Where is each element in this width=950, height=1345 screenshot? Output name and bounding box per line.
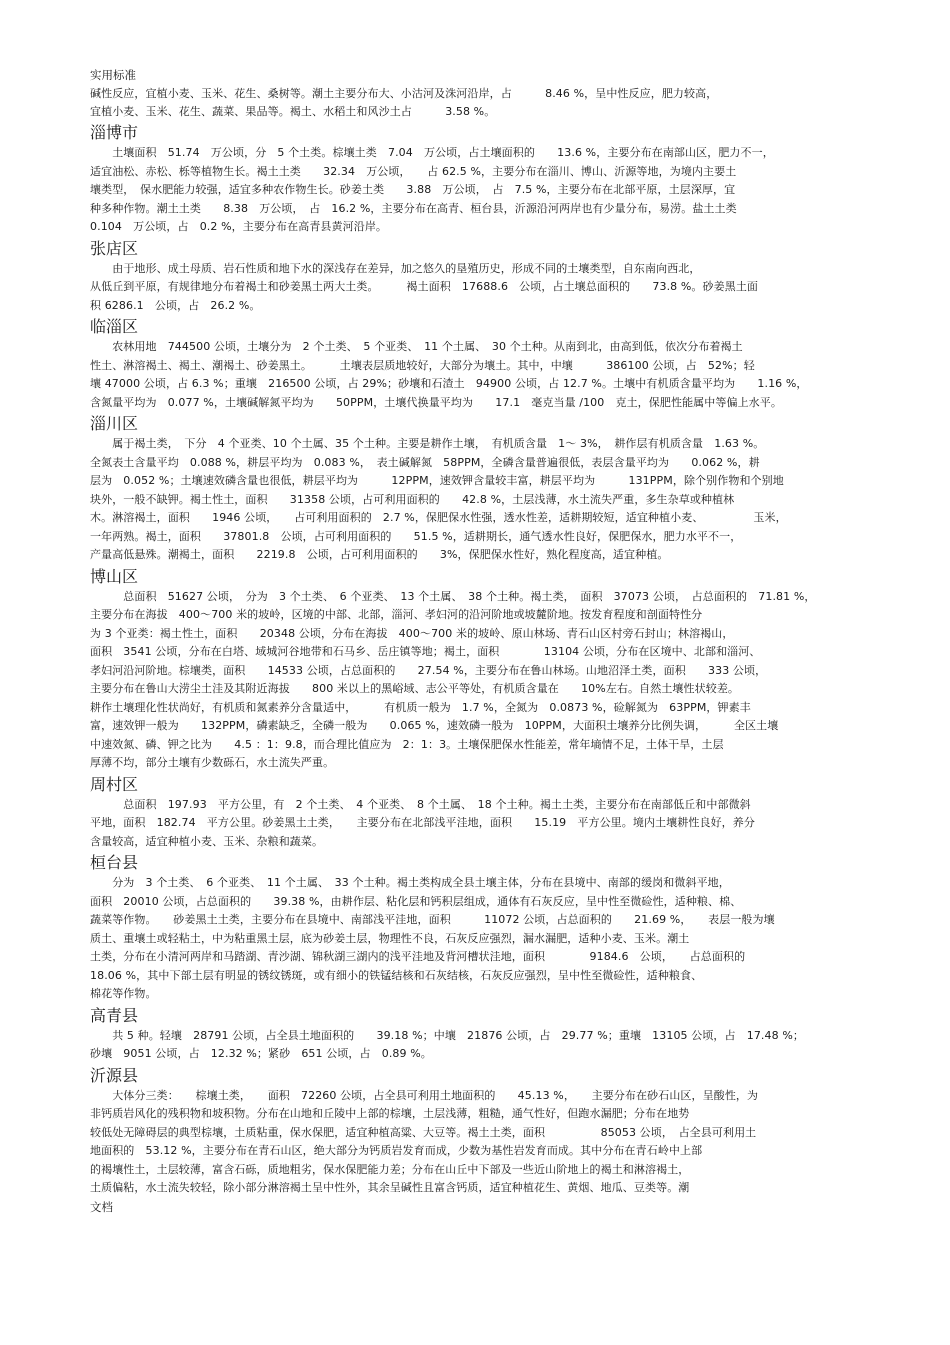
text-line: 厚薄不均，部分土壤有少数砾石，水土流失严重。 bbox=[90, 756, 335, 769]
text-line: 壤 47000 公顷，占 6.3 %；重壤 216500 公顷，占 29%；砂壤和石渣土 94900 公顷，占 12.7 %。土壤中有机质含量平均为 1.16 %， bbox=[90, 377, 808, 390]
text-line: 中速效氮、磷、钾之比为 4.5 ：1：9.8，而合理比值应为 2：1：3。土壤保肥保水性能差，常年墒情不足，土体干旱，土层 bbox=[90, 737, 724, 751]
text-line: 块外，一般不缺钾。褐土性土，面积 31358 公顷，占可利用面积的 42.8 %，土层浅薄，水土流失严重，多生杂草或种植林 bbox=[90, 492, 735, 506]
text-line: 大体分三类： 棕壤土类， 面积 72260 公顷，占全县可利用土地面积的 45.13 %， 主要分布在砂石山区，呈酸性，为 bbox=[90, 1088, 759, 1102]
section-title: 淄川区 bbox=[90, 414, 139, 433]
text-line: 壤类型， 保水肥能力较强，适宜多种农作物生长。砂姜土类 3.88 万公顷， 占 7.5 %，主要分布在北部平原，土层深厚，宜 bbox=[90, 183, 736, 196]
text-line: 一年两熟。褐土，面积 37801.8 公顷，占可利用面积的 51.5 %，适耕期长，通气透水性良好，保肥保水，肥力水平不一， bbox=[90, 529, 742, 543]
text-line: 耕作土壤理化性状尚好，有机质和氮素养分含量适中， 有机质一般为 1.7 %，全氮为 0.0873 %，硷解氮为 63PPM，钾素丰 bbox=[90, 700, 751, 714]
section-linzi bbox=[90, 316, 860, 412]
text-line: 土类，分布在小清河两岸和马踏湖、青沙湖、锦秋湖三湖内的浅平洼地及背河槽状洼地，面积 9184.6 公顷， 占总面积的 bbox=[90, 950, 746, 963]
section-title: 临淄区 bbox=[90, 317, 139, 336]
text-line: 分为 3 个土类、 6 个亚类、 11 个土属、 33 个土种。褐土类构成全县土壤主体，分布在县境中、南部的缓岗和微斜平地， bbox=[90, 876, 730, 889]
section-title: 周村区 bbox=[90, 774, 139, 794]
text-line: 总面积 197.93 平方公里，有 2 个土类、 4 个亚类、 8 个土属、 18 个土种。褐土土类，主要分布在南部低丘和中部微斜 bbox=[90, 797, 751, 811]
text-line: 主要分布在海拔 400～700 米的坡岭，区境的中部、北部，淄河、孝妇河的沿河阶地或坡麓阶地。按发育程度和剖面特性分 bbox=[90, 608, 703, 621]
document-page bbox=[90, 66, 860, 1216]
text-line: 主要分布在鲁山大涝尘土洼及其附近海拔 800 米以上的黑峪域、志公平等处，有机质含量在 10%左右。自然土壤性状较差。 bbox=[90, 682, 740, 695]
text-line: 面积 3541 公顷，分布在白塔、域城河谷地带和石马乡、岳庄镇等地；褐土，面积 13104 公顷，分布在区境中、北部和淄河、 bbox=[90, 645, 761, 658]
section-gaoqing bbox=[90, 1005, 860, 1064]
text-line: 属于褐土类， 下分 4 个亚类、10 个土属、35 个土种。主要是耕作土壤， 有机质含量 1～ 3%， 耕作层有机质含量 1.63 %。 bbox=[90, 437, 765, 450]
section-zichuan bbox=[90, 413, 860, 565]
text-line: 面积 20010 公顷，占总面积的 39.38 %，由耕作层、粘化层和钙积层组成，通体有石灰反应，呈中性至微硷性，适种粮、棉、 bbox=[90, 894, 742, 908]
text-line: 由于地形、成土母质、岩石性质和地下水的深浅存在差异，加之悠久的垦殖历史，形成不同的土壤类型，自东南向西北， bbox=[90, 261, 701, 275]
section-title: 淄博市 bbox=[90, 123, 139, 142]
section-title: 高青县 bbox=[90, 1005, 139, 1025]
text-line: 含氮量平均为 0.077 %，土壤碱解氮平均为 50PPM，土壤代换量平均为 17.1 毫克当量 /100 克土，保肥性能属中等偏上水平。 bbox=[90, 395, 782, 409]
section-zhangdian bbox=[90, 238, 860, 316]
section-huantai bbox=[90, 852, 860, 1004]
text-line: 0.104 万公顷，占 0.2 %，主要分布在高青县黄河沿岸。 bbox=[90, 220, 388, 233]
text-line: 适宜油松、赤松、栎等植物生长。褐土土类 32.34 万公顷， 占 62.5 %，主要分布在淄川、博山、沂源等地，为境内主要土 bbox=[90, 164, 737, 178]
section-title: 沂源县 bbox=[90, 1065, 139, 1085]
text-line: 较低处无障碍层的典型棕壤，土质粘重，保水保肥，适宜种植高粱、大豆等。褐土土类，面积 85053 公顷， 占全县可利用土 bbox=[90, 1125, 757, 1139]
text-line: 蔬菜等作物。 砂姜黑土土类，主要分布在县境中、南部浅平洼地，面积 11072 公顷，占总面积的 21.69 %， 表层一般为壤 bbox=[90, 913, 775, 926]
text-line: 木。淋溶褐土，面积 1946 公顷， 占可利用面积的 2.7 %，保肥保水性强，透水性差，适耕期较短，适宜种植小麦、 玉米， bbox=[90, 511, 787, 524]
text-line: 土壤面积 51.74 万公顷，分 5 个土类。棕壤土类 7.04 万公顷，占土壤面积的 13.6 %，主要分布在南部山区，肥力不一， bbox=[90, 146, 774, 159]
text-line: 性土、淋溶褐土、褐土、潮褐土、砂姜黑土。 土壤表层质地较好，大部分为壤土。其中，中壤 386100 公顷，占 52%；轻 bbox=[90, 358, 755, 372]
section-title: 张店区 bbox=[90, 238, 139, 258]
text-line: 砂壤 9051 公顷，占 12.32 %；紧砂 651 公顷，占 0.89 %。 bbox=[90, 1047, 432, 1060]
section-boshan bbox=[90, 566, 860, 773]
text-line: 积 6286.1 公顷，占 26.2 %。 bbox=[90, 298, 261, 312]
text-line: 非钙质岩风化的残积物和坡积物。分布在山地和丘陵中上部的棕壤，土层浅薄，粗糙，通气性好，但跑水漏肥；分布在地势 bbox=[90, 1107, 690, 1120]
text-line: 从低丘到平原，有规律地分布着褐土和砂姜黑土两大土类。 褐土面积 17688.6 公顷，占土壤总面积的 73.8 %。砂姜黑土面 bbox=[90, 280, 759, 293]
section-zhoucun bbox=[90, 774, 860, 852]
section-yiyuan bbox=[90, 1065, 860, 1198]
text-line: 共 5 种。轻壤 28791 公顷，占全县土地面积的 39.18 %；中壤 21876 公顷，占 29.77 %；重壤 13105 公顷，占 17.48 %； bbox=[90, 1028, 804, 1042]
text-line: 种多种作物。潮土土类 8.38 万公顷， 占 16.2 %，主要分布在高青、桓台县，沂源沿河两岸也有少量分布，易涝。盐土土类 bbox=[90, 201, 737, 215]
page-header: 实用标准 bbox=[90, 68, 136, 82]
intro-paragraph bbox=[90, 85, 860, 121]
text-line: 富，速效钾一般为 132PPM，磷素缺乏，全磷一般为 0.065 %，速效磷一般为 10PPM，大面积土壤养分比例失调， 全区土壤 bbox=[90, 719, 779, 732]
text-line: 地面积的 53.12 %，主要分布在青石山区，绝大部分为钙质岩发育而成，少数为基性岩发育而成。其中分布在青石岭中上部 bbox=[90, 1144, 703, 1157]
text-line: 18.06 %，其中下部土层有明显的锈纹锈斑，或有细小的铁锰结核和石灰结核，石灰反应强烈，呈中性至微硷性，适种粮食、 bbox=[90, 968, 703, 982]
text-line: 农林用地 744500 公顷，土壤分为 2 个土类、 5 个亚类、 11 个土属、 30 个土种。从南到北，由高到低，依次分布着褐土 bbox=[90, 340, 743, 353]
text-line: 宜植小麦、玉米、花生、蔬菜、果品等。褐土、水稻土和风沙土占 3.58 %。 bbox=[90, 105, 496, 118]
section-title: 桓台县 bbox=[90, 853, 139, 872]
text-line: 孝妇河沿河阶地。棕壤类，面积 14533 公顷，占总面积的 27.54 %，主要分布在鲁山林场。山地沼泽土类，面积 333 公顷， bbox=[90, 663, 767, 677]
text-line: 产量高低悬殊。潮褐土，面积 2219.8 公顷，占可利用面积的 3%，保肥保水性好，熟化程度高，适宜种植。 bbox=[90, 548, 669, 561]
text-line: 总面积 51627 公顷， 分为 3 个土类、 6 个亚类、 13 个土属、 38 个土种。褐土类， 面积 37073 公顷， 占总面积的 71.81 %， bbox=[90, 589, 816, 603]
text-line: 质土、重壤土或轻粘土，中为粘重黑土层，底为砂姜土层，物理性不良，石灰反应强烈，漏水漏肥，适种小麦、玉米。潮土 bbox=[90, 931, 690, 945]
section-zibo bbox=[90, 122, 860, 237]
text-line: 层为 0.052 %；土壤速效磷含量也很低，耕层平均为 12PPM，速效钾含量较丰富，耕层平均为 131PPM，除个别作物和个别地 bbox=[90, 474, 784, 487]
section-title: 博山区 bbox=[90, 566, 139, 586]
text-line: 为 3 个亚类：褐土性土，面积 20348 公顷，分布在海拔 400～700 米的坡岭、原山林场、青石山区村旁石封山；林溶褐山， bbox=[90, 626, 734, 640]
text-line: 棉花等作物。 bbox=[90, 987, 157, 1000]
text-line: 平地，面积 182.74 平方公里。砂姜黑土土类， 主要分布在北部浅平洼地，面积 15.19 平方公里。境内土壤耕性良好，养分 bbox=[90, 816, 755, 829]
text-line: 含量较高，适宜种植小麦、玉米、杂粮和蔬菜。 bbox=[90, 834, 324, 848]
text-line: 土质偏粘，水土流失较轻，除小部分淋溶褐土呈中性外，其余呈碱性且富含钙质，适宜种植花生、黄烟、地瓜、豆类等。潮 bbox=[90, 1181, 690, 1194]
text-line: 的褐壤性土，土层较薄，富含石砾，质地粗劣，保水保肥能力差；分布在山丘中下部及一些近山阶地上的褐土和淋溶褐土， bbox=[90, 1162, 690, 1176]
page-footer: 文档 bbox=[90, 1199, 113, 1214]
text-line: 全氮表土含量平均 0.088 %，耕层平均为 0.083 %， 表土碱解氮 58PPM，全磷含量普遍很低，表层含量平均为 0.062 %，耕 bbox=[90, 455, 760, 469]
text-line: 碱性反应，宜植小麦、玉米、花生、桑树等。潮土主要分布大、小沽河及洙河沿岸，占 8.46 %，呈中性反应，肥力较高， bbox=[90, 87, 718, 100]
